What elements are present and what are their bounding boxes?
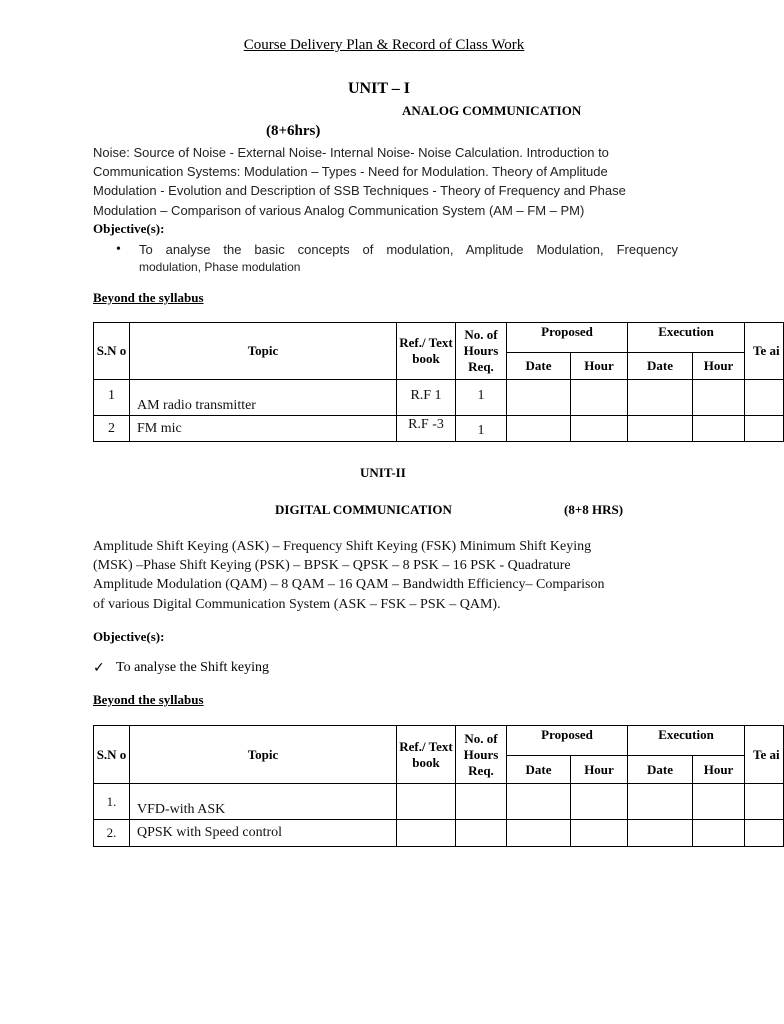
row-proposed-date [507, 820, 571, 847]
checkmark-icon: ✓ [93, 660, 105, 676]
col-header-teaching-aid: Te ai [745, 323, 784, 380]
col-header-hours: No. of Hours Req. [456, 726, 507, 784]
row-teaching-aid [745, 380, 784, 416]
row-proposed-hour [571, 416, 628, 442]
col-header-execution-date: Date [628, 353, 693, 380]
row-sno: 2 [94, 416, 130, 442]
row-hours [456, 784, 507, 820]
unit1-beyond-syllabus-label: Beyond the syllabus [93, 290, 204, 305]
col-header-execution: Execution [628, 726, 745, 756]
row-sno: 1 [94, 380, 130, 416]
table-row [94, 416, 784, 442]
row-topic: QPSK with Speed control [130, 820, 397, 847]
unit2-objective-label: Objective(s): [93, 629, 165, 644]
unit2-hours: (8+8 HRS) [564, 502, 624, 517]
col-header-proposed: Proposed [507, 726, 628, 756]
row-hours [456, 820, 507, 847]
row-sno: 1. [94, 784, 130, 820]
row-hours: 1 [456, 416, 507, 442]
unit1-subject: ANALOG COMMUNICATION [402, 103, 582, 118]
row-teaching-aid [745, 416, 784, 442]
row-topic: FM mic [130, 416, 397, 442]
bullet-icon: • [116, 242, 121, 257]
unit1-heading: UNIT – I [348, 80, 410, 97]
col-header-execution-date: Date [628, 756, 693, 784]
row-execution-hour [693, 784, 745, 820]
row-ref [397, 784, 456, 820]
unit1-objective-text-continued: modulation, Phase modulation [139, 260, 301, 274]
col-header-execution-hour: Hour [693, 756, 745, 784]
col-header-teaching-aid: Te ai [745, 726, 784, 784]
unit2-syllabus-line: (MSK) –Phase Shift Keying (PSK) – BPSK – QPSK – 8 PSK – 16 PSK - Quadrature [93, 558, 571, 573]
col-header-proposed-hour: Hour [571, 353, 628, 380]
col-header-topic: Topic [130, 323, 397, 380]
col-header-hours: No. of Hours Req. [456, 323, 507, 380]
unit2-syllabus-line: of various Digital Communication System (ASK – FSK – PSK – QAM). [93, 597, 501, 612]
unit1-delivery-table [93, 322, 784, 442]
unit2-subject: DIGITAL COMMUNICATION [275, 502, 452, 517]
unit1-objective-text: To analyse the basic concepts of modulation, Amplitude Modulation, Frequency [139, 242, 678, 257]
col-header-ref: Ref./ Text book [397, 323, 456, 380]
col-header-execution: Execution [628, 323, 745, 353]
unit2-heading: UNIT-II [360, 465, 406, 480]
row-execution-hour [693, 416, 745, 442]
col-header-sno: S.N o [94, 323, 130, 380]
row-sno: 2. [94, 820, 130, 847]
col-header-proposed-date: Date [507, 353, 571, 380]
col-header-proposed-hour: Hour [571, 756, 628, 784]
row-proposed-date [507, 784, 571, 820]
row-ref: R.F -3 [397, 416, 456, 442]
row-topic: VFD-with ASK [130, 784, 397, 820]
row-execution-hour [693, 820, 745, 847]
col-header-topic: Topic [130, 726, 397, 784]
row-proposed-hour [571, 784, 628, 820]
row-topic: AM radio transmitter [130, 380, 397, 416]
unit1-objective-label: Objective(s): [93, 221, 165, 236]
row-execution-hour [693, 380, 745, 416]
row-proposed-date [507, 416, 571, 442]
unit2-syllabus-line: Amplitude Shift Keying (ASK) – Frequency Shift Keying (FSK) Minimum Shift Keying [93, 539, 592, 554]
row-execution-date [628, 820, 693, 847]
col-header-execution-hour: Hour [693, 353, 745, 380]
unit1-syllabus-line: Modulation - Evolution and Description of SSB Techniques - Theory of Frequency and Phase [93, 183, 626, 198]
row-execution-date [628, 380, 693, 416]
row-proposed-hour [571, 380, 628, 416]
unit1-hours: (8+6hrs) [266, 123, 321, 139]
table-row [94, 820, 784, 847]
unit1-syllabus-line: Modulation – Comparison of various Analog Communication System (AM – FM – PM) [93, 203, 585, 218]
row-teaching-aid [745, 820, 784, 847]
col-header-proposed: Proposed [507, 323, 628, 353]
col-header-sno: S.N o [94, 726, 130, 784]
unit2-objective-text: To analyse the Shift keying [116, 660, 269, 675]
col-header-proposed-date: Date [507, 756, 571, 784]
unit2-beyond-syllabus-label: Beyond the syllabus [93, 692, 204, 707]
row-execution-date [628, 416, 693, 442]
row-ref: R.F 1 [397, 380, 456, 416]
unit2-syllabus-line: Amplitude Modulation (QAM) – 8 QAM – 16 QAM – Bandwidth Efficiency– Comparison [93, 577, 605, 592]
row-execution-date [628, 784, 693, 820]
col-header-ref: Ref./ Text book [397, 726, 456, 784]
table-row [94, 380, 784, 416]
unit1-syllabus-line: Communication Systems: Modulation – Types - Need for Modulation. Theory of Amplitude [93, 164, 608, 179]
document-title: Course Delivery Plan & Record of Class Work [243, 37, 525, 53]
row-teaching-aid [745, 784, 784, 820]
table-row [94, 784, 784, 820]
row-proposed-hour [571, 820, 628, 847]
row-proposed-date [507, 380, 571, 416]
row-hours: 1 [456, 380, 507, 416]
unit2-delivery-table [93, 725, 784, 847]
unit1-syllabus-line: Noise: Source of Noise - External Noise- Internal Noise- Noise Calculation. Introduction to [93, 145, 609, 160]
row-ref [397, 820, 456, 847]
